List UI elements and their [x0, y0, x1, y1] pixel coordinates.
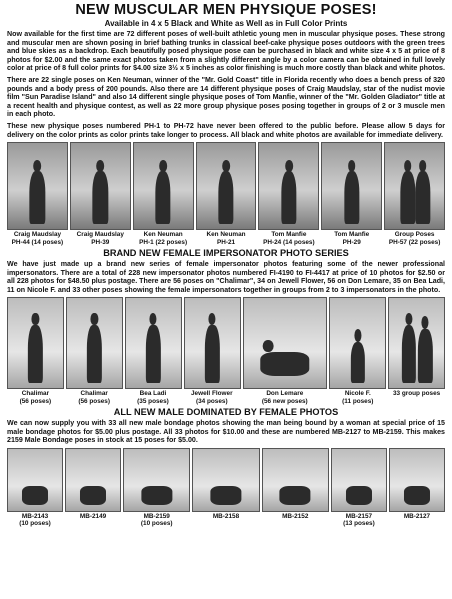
intro-paragraph-3: These new physique poses numbered PH-1 to PH-72 have never been offered to the public before. Please allow 5 days for delivery on the color prints as color prints take longer to process. All black and white photos are available for immediate delivery. [7, 121, 445, 139]
physique-photo [133, 142, 194, 230]
photo-caption: Nicole F. (11 poses) [342, 390, 374, 405]
bondage-photo [7, 448, 63, 512]
photo-caption: Group Poses PH-57 (22 poses) [388, 231, 441, 246]
impersonator-photo-strip [7, 297, 445, 389]
physique-photo [258, 142, 319, 230]
photo-caption: MB-2152 [282, 512, 309, 520]
impersonator-photo [184, 297, 241, 389]
section-heading-impersonators: BRAND NEW FEMALE IMPERSONATOR PHOTO SERIES [103, 247, 349, 258]
photo-caption: Craig Maudslay PH-44 (14 poses) [11, 231, 64, 246]
physique-photo-strip [7, 142, 445, 230]
photo-caption: MB-2143 (10 poses) [19, 512, 51, 528]
photo-caption: Don Lemare (56 new poses) [261, 390, 308, 405]
photo-caption: 33 group poses [392, 390, 441, 398]
photo-caption: Chalimar (56 poses) [78, 390, 110, 405]
photo-caption: Ken Neuman PH-1 (22 poses) [139, 231, 188, 246]
section-heading-bondage: ALL NEW MALE DOMINATED BY FEMALE PHOTOS [113, 407, 339, 418]
bondage-photo [192, 448, 259, 512]
photo-caption: Jewell Flower (34 poses) [191, 390, 233, 405]
physique-photo [321, 142, 382, 230]
impersonator-captions [7, 389, 445, 405]
impersonator-photo [243, 297, 327, 389]
intro-paragraph-1: Now available for the first time are 72 different poses of well-built athletic young men in muscular physique poses. These strong and muscular men are shown posing in brief bathing trunks in classical beef-cake physique poses outdoors with the green trees and blue skies as a backdrop. Each beautifully posed physique pose can be purchased in black and white size 4 x 5 at price of 8 photos for $2.00 and the same exact photos taken from a slightly different angle by a color camera can be obtained in full lovely color at price of 8 full color prints for $4.00 size 3½ x 5 inches as color finishing is much more costly than black and white photos. [7, 30, 445, 73]
physique-photo [196, 142, 257, 230]
bondage-photo [331, 448, 387, 512]
photo-caption: Chalimar (56 poses) [19, 390, 52, 405]
photo-caption: MB-2149 [79, 512, 107, 520]
photo-caption: MB-2157 (13 poses) [343, 512, 375, 528]
impersonator-photo [125, 297, 182, 389]
photo-caption: MB-2158 [212, 512, 240, 520]
photo-caption: Ken Neuman PH-21 [206, 231, 246, 246]
impersonator-photo [7, 297, 64, 389]
physique-photo [384, 142, 445, 230]
physique-captions [7, 230, 445, 246]
bondage-paragraph: We can now supply you with 33 all new male bondage photos showing the man being bound by a woman at special price of 15 male bondage photos for $5.00 plus postage. All 33 photos for $10.00 and these are numbered MB-2127 to MB-2159. This makes 2159 Male Bondage poses in stock at 15 poses for $5.00. [7, 419, 445, 445]
photo-caption: MB-2159 (10 poses) [140, 512, 173, 528]
bondage-captions [7, 512, 445, 528]
photo-caption: Craig Maudslay PH-39 [76, 231, 124, 246]
bondage-photo [389, 448, 445, 512]
photo-caption: Bea Ladi (35 poses) [137, 390, 169, 405]
bondage-photo [65, 448, 121, 512]
impersonators-paragraph: We have just made up a brand new series of female impersonator photos featuring some of the newer professional impersonators. There are a total of 228 new impersonator photos numbered FI-4190 to FI-4417 at price of 10 photos for $2.50 or all 228 photos for $48.50 plus postage. There are 56 poses on "Chalimar", 34 on Jewell Flower, 56 on Don Lemare, 35 on Bea Ladi, 11 on Nicole F. and 33 other poses showing the female impersonators together in groups from 2 to 3 impersonators in the photo. [7, 259, 445, 294]
impersonator-photo [66, 297, 123, 389]
photo-caption: Tom Manfie PH-29 [334, 231, 370, 246]
bondage-photo [123, 448, 190, 512]
page-title: NEW MUSCULAR MEN PHYSIQUE POSES! [75, 2, 377, 18]
bondage-photo [262, 448, 329, 512]
physique-photo [7, 142, 68, 230]
impersonator-photo [388, 297, 445, 389]
physique-photo [70, 142, 131, 230]
intro-paragraph-2: There are 22 single poses on Ken Neuman, winner of the "Mr. Gold Coast" title in Florida recently who does a bench press of 320 pounds and a body press of 200 pounds. Also there are 14 different physique poses of Craig Maudslay, star of the nudist movie film "Sun Paradise Island" and also 14 different single physique poses of Tom Manfie, winner of the "Mr. Golden Gladiator" title at a recent health and physique contest, as well as 22 more group physique poses posing together in groups of 2 or 3 muscle men in each photo. [7, 75, 445, 119]
photo-caption: Tom Manfie PH-24 (14 poses) [263, 231, 315, 246]
bondage-photo-strip [7, 448, 445, 512]
photo-caption: MB-2127 [403, 512, 431, 520]
impersonator-photo [329, 297, 386, 389]
page-subtitle: Available in 4 x 5 Black and White as Well as in Full Color Prints [104, 19, 348, 28]
